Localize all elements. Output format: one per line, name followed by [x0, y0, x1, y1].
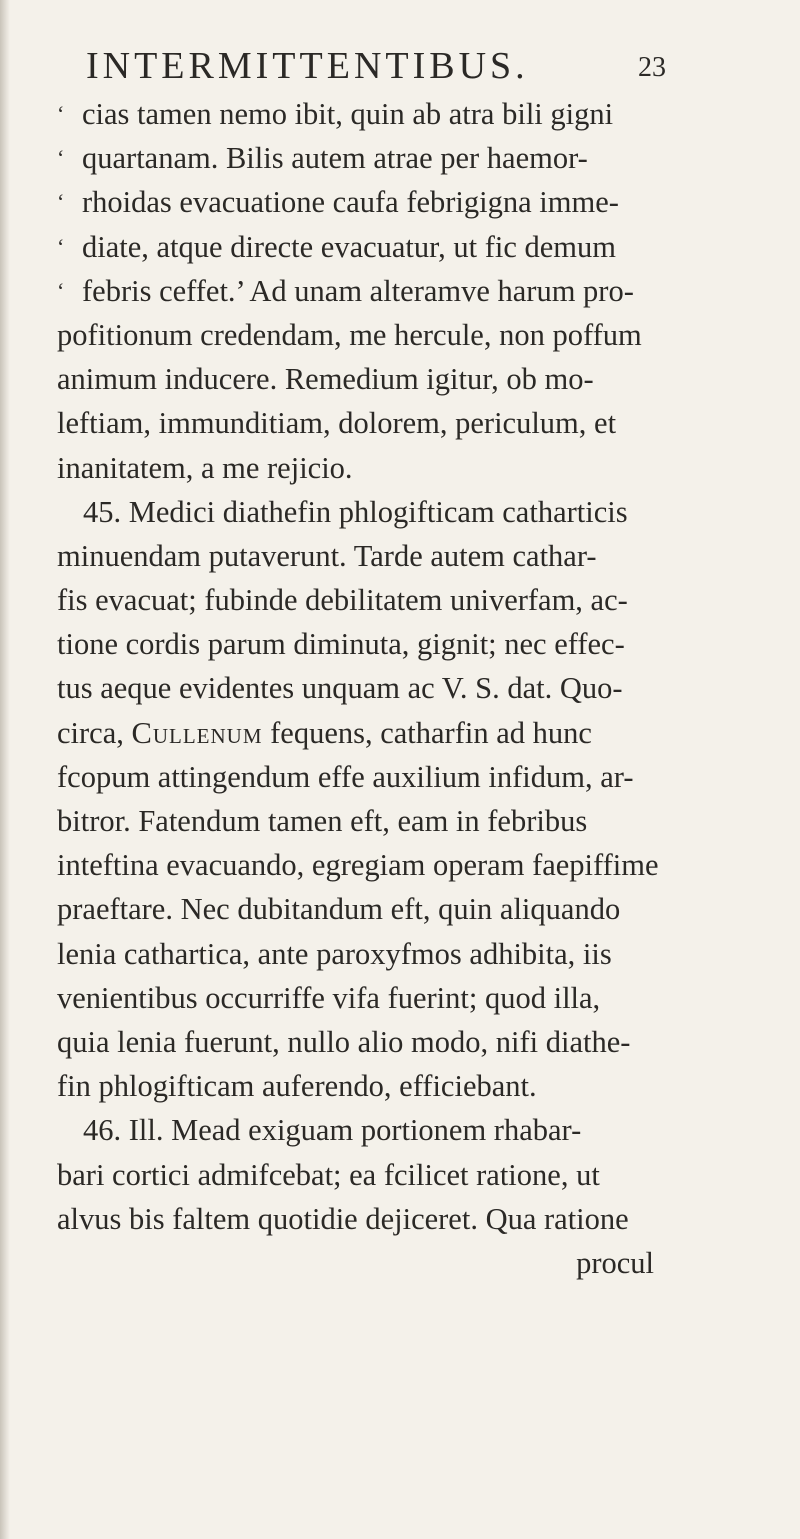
text-line [0, 401, 800, 445]
line-text: pofitionum credendam, me hercule, non poffum [57, 317, 642, 352]
line-text: 45. Medici diathefin phlogifticam catharticis [83, 494, 628, 529]
text-line [0, 225, 800, 269]
quote-mark: ‘ [57, 189, 65, 215]
text-line [0, 136, 800, 180]
text-line [0, 843, 800, 887]
line-text: fin phlogifticam auferendo, efficiebant. [57, 1069, 537, 1104]
text-line [0, 313, 800, 357]
line-text: fcopum attingendum effe auxilium infidum, ar- [57, 759, 634, 794]
running-head: INTERMITTENTIBUS. [86, 45, 529, 87]
line-text: cias tamen nemo ibit, quin ab atra bili gigni [82, 97, 614, 131]
paragraph-start-45 [0, 490, 800, 534]
line-text: rhoidas evacuatione caufa febrigigna imme- [82, 185, 619, 220]
line-text: 46. Ill. Mead exiguam portionem rhabar- [83, 1113, 582, 1148]
text-line [0, 1197, 800, 1241]
line-text: praeftare. Nec dubitandum eft, quin aliquando [57, 892, 621, 927]
text-line [0, 666, 800, 710]
catchword-text: procul [576, 1245, 654, 1280]
text-line [0, 1064, 800, 1108]
quote-mark: ‘ [57, 145, 65, 171]
line-text: leftiam, immunditiam, dolorem, periculum, et [57, 406, 617, 441]
line-text: alvus bis faltem quotidie dejiceret. Qua ratione [57, 1201, 629, 1236]
quote-mark: ‘ [57, 233, 65, 259]
text-line [0, 887, 800, 931]
text-line [0, 357, 800, 401]
line-text: febris ceffet.’ Ad unam alteramve harum pro- [82, 273, 634, 308]
text-line [0, 755, 800, 799]
page-number: 23 [638, 52, 666, 83]
page-header [86, 44, 686, 94]
text-line [0, 92, 800, 136]
line-text: tione cordis parum diminuta, gignit; nec effec- [57, 627, 625, 662]
text-line [0, 1153, 800, 1197]
line-text: tus aeque evidentes unquam ac V. S. dat. Quo- [57, 671, 623, 706]
line-text: fis evacuat; fubinde debilitatem univerfam, ac- [57, 583, 628, 618]
text-line [0, 180, 800, 224]
paragraph-start-46 [0, 1108, 800, 1152]
line-text: quia lenia fuerunt, nullo alio modo, nifi diathe- [57, 1024, 631, 1059]
body-text [0, 92, 800, 1285]
line-text: inanitatem, a me rejicio. [57, 450, 353, 485]
author-name: Cullenum [131, 715, 263, 750]
line-text: animum inducere. Remedium igitur, ob mo- [57, 362, 594, 397]
text-line [0, 976, 800, 1020]
line-text: minuendam putaverunt. Tarde autem cathar- [57, 538, 597, 573]
text-line [0, 799, 800, 843]
catchword [0, 1241, 800, 1285]
line-text: diate, atque directe evacuatur, ut fic demum [82, 229, 616, 264]
text-line [0, 446, 800, 490]
line-text: venientibus occurriffe vifa fuerint; quod illa, [57, 980, 601, 1015]
text-line [0, 1020, 800, 1064]
text-line [0, 534, 800, 578]
text-line [0, 932, 800, 976]
line-text-post: fequens, catharfin ad hunc [262, 715, 592, 750]
line-text: lenia cathartica, ante paroxyfmos adhibita, iis [57, 936, 612, 971]
quote-mark: ‘ [57, 101, 65, 126]
line-text: bari cortici admifcebat; ea fcilicet ratione, ut [57, 1157, 600, 1192]
text-line [0, 578, 800, 622]
line-text: inteftina evacuando, egregiam operam faepiffime [57, 848, 659, 883]
line-text-pre: circa, [57, 715, 132, 750]
text-line [0, 269, 800, 313]
line-text: quartanam. Bilis autem atrae per haemor- [82, 141, 588, 176]
line-text: bitror. Fatendum tamen eft, eam in febribus [57, 804, 588, 838]
text-line [0, 711, 800, 755]
text-line [0, 622, 800, 666]
quote-mark: ‘ [57, 277, 65, 303]
